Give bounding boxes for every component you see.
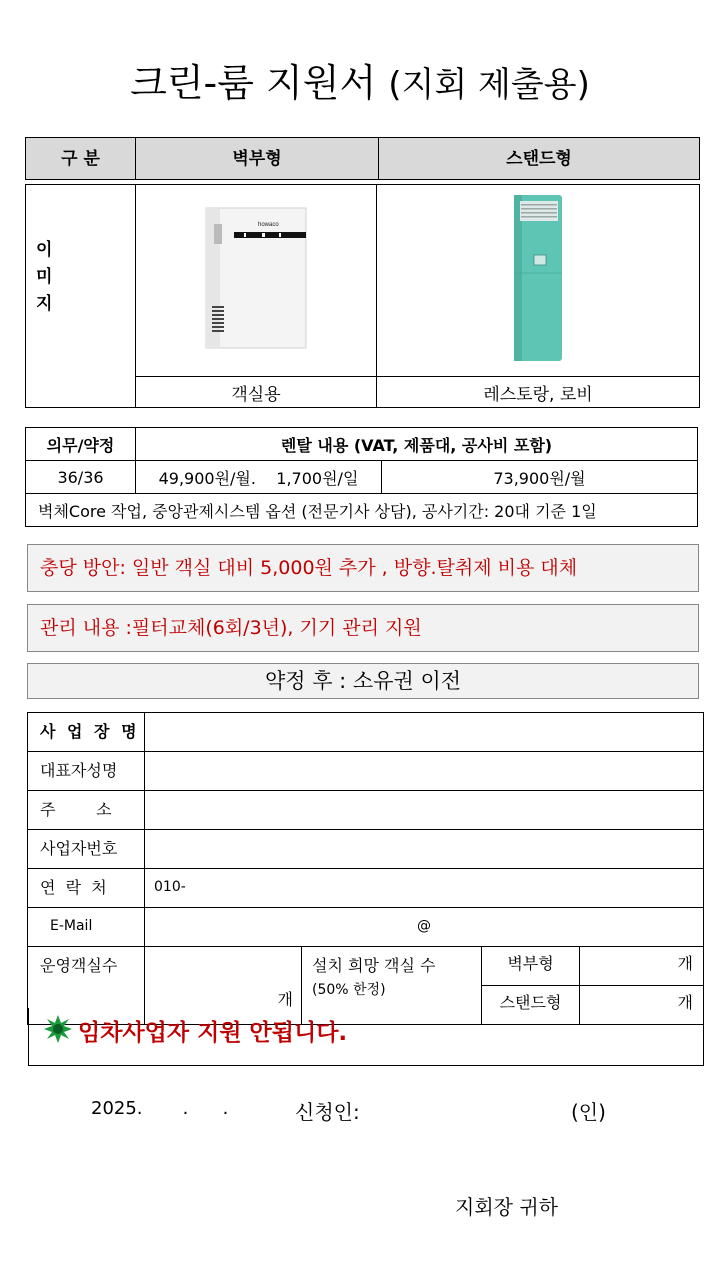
- biz-number-label: 사업자번호: [28, 830, 145, 869]
- term-header: 의무/약정: [26, 428, 136, 461]
- wall-count-field[interactable]: 개: [580, 947, 704, 986]
- wall-caption: 객실용: [136, 377, 377, 408]
- warning-text: 임차사업자 지원 안됩니다.: [78, 1020, 348, 1046]
- stand-header: 스탠드형: [379, 138, 700, 180]
- stand-caption: 레스토랑, 로비: [377, 377, 700, 408]
- title-main: 크린-룸 지원서: [130, 61, 377, 105]
- starburst-icon: [44, 1015, 72, 1043]
- contact-field[interactable]: 010-: [145, 869, 704, 908]
- install-label: 설치 희망 객실 수 (50% 한정): [302, 947, 482, 1025]
- wall-unit-image-cell: [136, 185, 377, 377]
- address-field[interactable]: [145, 791, 704, 830]
- wall-count-label: 벽부형: [482, 947, 580, 986]
- stand-count-label: 스탠드형: [482, 986, 580, 1025]
- business-name-label: 사 업 장 명: [28, 713, 145, 752]
- category-header: 구 분: [26, 138, 136, 180]
- brand-logo: howaco: [258, 222, 279, 228]
- wall-header: 벽부형: [136, 138, 379, 180]
- date-field[interactable]: 2025. . .: [91, 1098, 229, 1119]
- business-name-field[interactable]: [145, 713, 704, 752]
- rental-notes: 벽체Core 작업, 중앙관제시스템 옵션 (전문기사 상담), 공사기간: 20대 기준 1일: [26, 494, 698, 527]
- content-header: 렌탈 내용 (VAT, 제품대, 공사비 포함): [136, 428, 698, 461]
- rooms-unit: 개: [277, 990, 293, 1009]
- contact-label: 연 락 처: [28, 869, 145, 908]
- wall-unit-image: [204, 206, 308, 350]
- ceo-label: 대표자성명: [28, 752, 145, 791]
- stand-unit-image: [510, 193, 566, 363]
- page-title: [0, 52, 720, 107]
- stand-count-field[interactable]: 개: [580, 986, 704, 1025]
- rental-table: [25, 427, 698, 527]
- charge-notice: 충당 방안: 일반 객실 대비 5,000원 추가 , 방향.탈취제 비용 대체: [27, 544, 699, 592]
- image-table: [25, 184, 700, 408]
- rooms-label: 운영객실수: [28, 947, 145, 1025]
- email-label: E-Mail: [28, 908, 145, 947]
- wall-price: 49,900원/월. 1,700원/일: [136, 461, 382, 494]
- image-label: 이 미 지: [26, 185, 136, 408]
- biz-number-field[interactable]: [145, 830, 704, 869]
- title-sub: (지회 제출용): [388, 65, 590, 105]
- applicant-label: 신청인:: [295, 1100, 360, 1124]
- stand-price: 73,900원/월: [382, 461, 698, 494]
- stand-unit-image-cell: [377, 185, 700, 377]
- term-value: 36/36: [26, 461, 136, 494]
- ownership-notice: 약정 후 : 소유권 이전: [27, 663, 699, 699]
- recipient: 지회장 귀하: [455, 1195, 558, 1219]
- address-label: 주 소: [28, 791, 145, 830]
- ceo-field[interactable]: [145, 752, 704, 791]
- email-field[interactable]: @: [145, 908, 704, 947]
- types-header-table: [25, 137, 700, 180]
- management-notice: 관리 내용 :필터교체(6회/3년), 기기 관리 지원: [27, 604, 699, 652]
- application-form: [27, 712, 704, 1025]
- seal-mark: (인): [571, 1100, 606, 1124]
